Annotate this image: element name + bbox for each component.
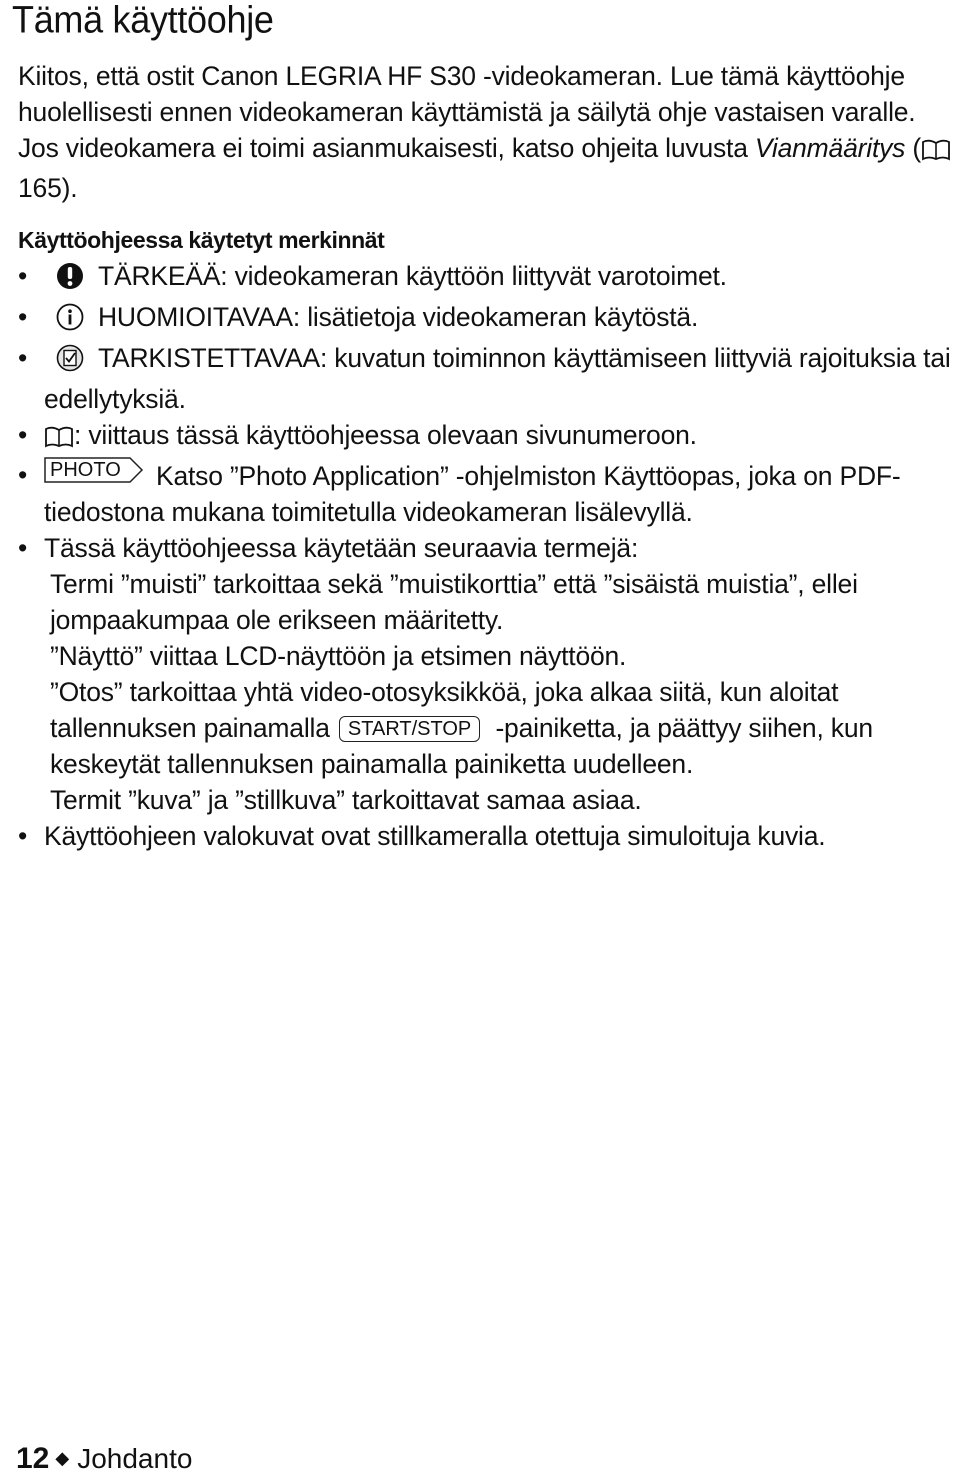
photo-tag-label: PHOTO bbox=[50, 459, 121, 481]
terms-block bbox=[44, 566, 958, 818]
term-memory: Termi ”muisti” tarkoittaa sekä ”muistikorttia” että ”sisäistä muistia”, ellei jompaakumpaa ole erikseen määritetty. bbox=[50, 569, 858, 635]
list-item-reference bbox=[18, 417, 958, 457]
marks-list bbox=[18, 258, 958, 854]
bullet-icon bbox=[18, 818, 38, 854]
marks-heading: Käyttöohjeessa käytetyt merkinnät bbox=[18, 227, 385, 253]
intro-paren-open: ( bbox=[905, 133, 922, 163]
bullet-icon bbox=[18, 457, 38, 493]
term-screen: ”Näyttö” viittaa LCD-näyttöön ja etsimen näyttöön. bbox=[50, 641, 627, 671]
term-scene bbox=[50, 674, 958, 782]
info-circle-icon bbox=[56, 303, 84, 340]
intro-text: Kiitos, että ostit Canon LEGRIA HF S30 -videokameran. Lue tämä käyttöohje huolellisesti ennen videokameran käyttämistä ja säilytä ohje vastaisen varalle. Jos videokamera ei toimi asianmukaisesti, katso ohjeita luvusta bbox=[18, 61, 916, 163]
term-photo: Termit ”kuva” ja ”stillkuva” tarkoittavat samaa asiaa. bbox=[50, 785, 642, 815]
section-name: Johdanto bbox=[77, 1443, 193, 1474]
photo-tag-icon bbox=[44, 457, 144, 483]
intro-paren-close: ). bbox=[61, 173, 78, 203]
intro-page-ref[interactable]: 165 bbox=[18, 173, 62, 203]
bullet-icon bbox=[18, 530, 38, 566]
check-text: TARKISTETTAVAA: kuvatun toiminnon käyttämiseen liittyviä rajoituksia tai edellytyksiä. bbox=[44, 343, 951, 414]
photo-text: Katso ”Photo Application” -ohjelmiston Käyttöopas, joka on PDF-tiedostona mukana toimitetulla videokameran lisälevyllä. bbox=[44, 461, 901, 527]
bullet-icon bbox=[18, 258, 38, 294]
bullet-icon bbox=[18, 340, 38, 376]
term-scene-pre: ”Otos” tarkoittaa yhtä video-otosyksikköä, joka alkaa siitä, kun aloitat tallennuksen painamalla bbox=[50, 677, 839, 743]
bullet-icon bbox=[18, 417, 38, 453]
intro-paragraph bbox=[18, 58, 958, 206]
exclamation-circle-icon bbox=[56, 262, 84, 299]
term-scene-post: -painiketta, ja päättyy siihen, kun keskeytät tallennuksen painamalla painiketta uudelleen. bbox=[50, 713, 873, 779]
bullet-icon bbox=[18, 299, 38, 335]
diamond-icon: ◆ bbox=[55, 1448, 70, 1468]
troubleshooting-link[interactable]: Vianmääritys bbox=[754, 133, 906, 163]
notes-text: HUOMIOITAVAA: lisätietoja videokameran käytöstä. bbox=[98, 302, 699, 332]
reference-text: : viittaus tässä käyttöohjeessa olevaan sivunumeroon. bbox=[74, 420, 697, 450]
start-stop-key-icon: START/STOP bbox=[339, 716, 480, 742]
book-icon bbox=[921, 134, 951, 170]
list-item-photo bbox=[18, 457, 958, 530]
checklist-icon bbox=[56, 344, 84, 381]
list-item-important bbox=[18, 258, 958, 299]
list-item-photos-note bbox=[18, 818, 958, 854]
important-text: TÄRKEÄÄ: videokameran käyttöön liittyvät varotoimet. bbox=[98, 261, 727, 291]
terms-intro: Tässä käyttöohjeessa käytetään seuraavia termejä: bbox=[44, 533, 639, 563]
page-number: 12 bbox=[16, 1442, 50, 1475]
page-title: Tämä käyttöohje bbox=[12, 0, 274, 42]
page-content bbox=[18, 58, 958, 854]
photos-note-text: Käyttöohjeen valokuvat ovat stillkameralla otettuja simuloituja kuvia. bbox=[44, 821, 826, 851]
page-footer bbox=[16, 1438, 192, 1479]
list-item-check bbox=[18, 340, 958, 417]
list-item-terms bbox=[18, 530, 958, 818]
book-icon bbox=[44, 421, 74, 457]
list-item-notes bbox=[18, 299, 958, 340]
